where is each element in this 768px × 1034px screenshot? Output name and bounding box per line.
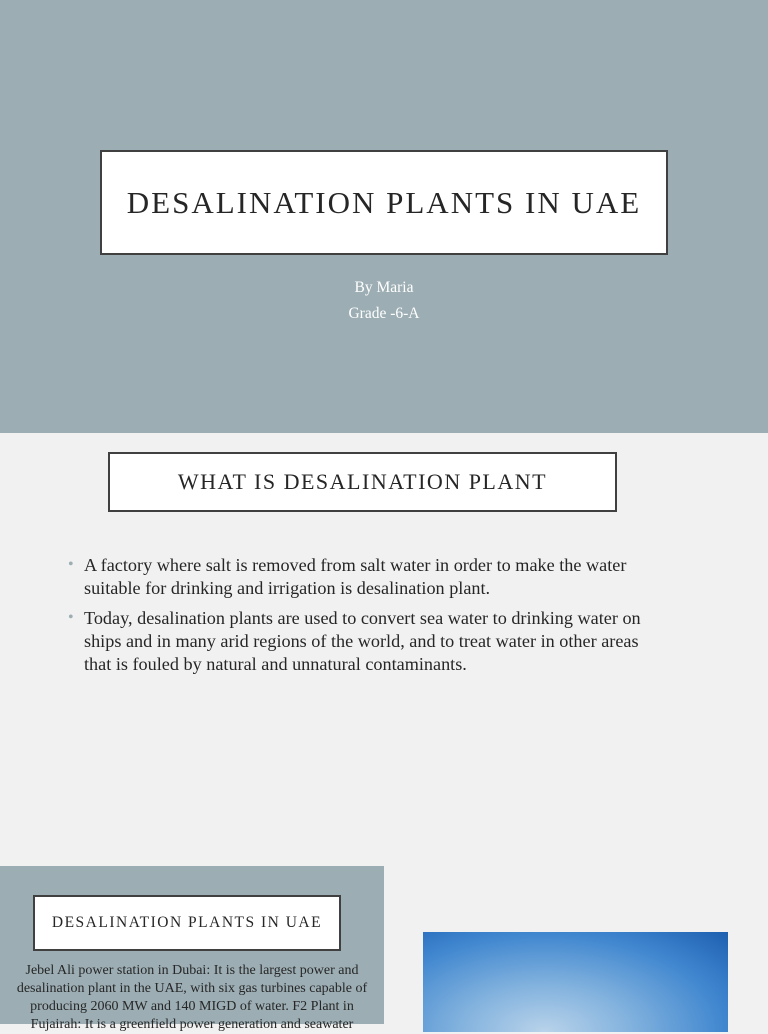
- plants-slide: [0, 866, 768, 1032]
- slide-heading: WHAT IS DESALINATION PLANT: [177, 469, 548, 494]
- presentation-title: DESALINATION PLANTS IN UAE: [126, 184, 642, 220]
- title-box: [100, 150, 668, 255]
- bullet-icon: •: [68, 609, 74, 626]
- plants-text-panel: [0, 866, 384, 1032]
- title-slide: [0, 0, 768, 433]
- bullet-text: Today, desalination plants are used to convert sea water to drinking water on ships and in many arid regions of the world, and to treat water in other areas that is fouled by natural and unnatural contaminants.: [84, 608, 641, 674]
- plants-heading-box: [33, 895, 341, 951]
- grade-line: Grade -6-A: [348, 305, 420, 322]
- author-line: By Maria: [354, 279, 414, 296]
- bullet-item: [68, 554, 668, 600]
- bullet-item: [68, 607, 668, 676]
- plant-photo: [423, 932, 728, 1032]
- bullet-icon: •: [68, 556, 74, 573]
- heading-box: [108, 452, 617, 512]
- plants-paragraph: Jebel Ali power station in Dubai: It is the largest power and desalination plant in the UAE, with six gas turbines capable of producing 2060 MW and 140 MIGD of water. F2 Plant in Fujairah: It is a greenfield power generation and seawater: [16, 963, 368, 1032]
- bullet-text: A factory where salt is removed from salt water in order to make the water suitable for drinking and irrigation is desalination plant.: [84, 555, 627, 598]
- bullet-list: [68, 554, 668, 683]
- plants-heading: DESALINATION PLANTS IN UAE: [51, 914, 323, 931]
- definition-slide: [0, 433, 768, 866]
